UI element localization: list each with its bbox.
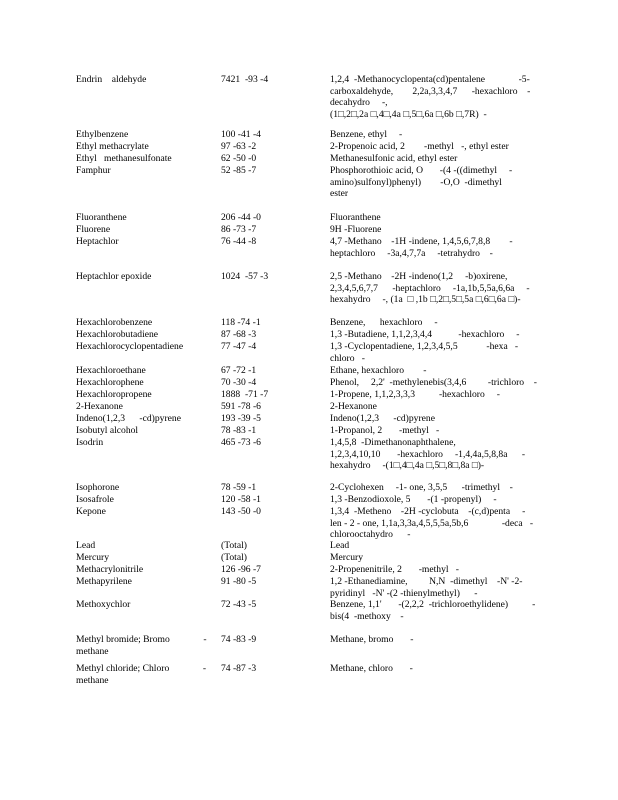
- chemical-name: [330, 212, 545, 224]
- chemical-name: [330, 437, 545, 472]
- chemical-name-line: Benzene, hexachloro -: [330, 317, 438, 328]
- chemical-name: [330, 271, 545, 306]
- substance-name: [76, 74, 216, 86]
- substance-name: [76, 540, 216, 552]
- chemical-name: [330, 564, 545, 576]
- chemical-name-line: Ethane, hexachloro -: [330, 365, 427, 376]
- chemical-name-line: 1,3,4 -Metheno -2H -cyclobuta -(c,d)penta -: [330, 506, 526, 517]
- substance-name: [76, 271, 216, 283]
- chemical-name-line: Mercury: [330, 552, 364, 563]
- substance-name-line: Hexachlorobutadiene: [76, 329, 159, 340]
- substance-name: [76, 437, 216, 449]
- substance-name-line: Fluorene: [76, 224, 111, 235]
- chemical-name-line: Benzene, 1,1' -(2,2,2 -trichloroethylidene) -: [330, 599, 536, 610]
- chemical-name-line: decahydro -,: [330, 97, 388, 109]
- chemical-name-line: 1,3 -Butadiene, 1,1,2,3,4,4 -hexachloro -: [330, 329, 520, 340]
- chemical-name: [330, 576, 545, 599]
- chemical-name-line: 2-Propenenitrile, 2 -methyl -: [330, 564, 459, 575]
- substance-name: [76, 506, 216, 518]
- chemical-name-line: hexahydro -(1□,4□,4a □,5□,8□,8a □)-: [330, 460, 485, 472]
- chemical-name-line: (1□,2□,2a □,4□,4a □,5□,6a □,6b □,7R) -: [330, 109, 487, 121]
- substance-name: [76, 663, 216, 686]
- cas-number: 591 -78 -6: [221, 401, 261, 412]
- substance-name: [76, 317, 216, 329]
- chemical-name: [330, 389, 545, 401]
- substance-name-line: Hexachloroethane: [76, 365, 146, 376]
- chemical-name-line: pyridinyl -N' -(2 -thienylmethyl) -: [330, 587, 478, 599]
- chemical-name-line: 1,3 -Cyclopentadiene, 1,2,3,4,5,5 -hexa -: [330, 341, 519, 352]
- substance-name: [76, 552, 216, 564]
- substance-name-line: 2-Hexanone: [76, 401, 123, 412]
- substance-name: [76, 413, 216, 425]
- chemical-name: [330, 129, 545, 141]
- chemical-name: [330, 663, 545, 675]
- chemical-name: [330, 377, 545, 389]
- cas-number: 86 -73 -7: [221, 224, 257, 235]
- cas-number: 100 -41 -4: [221, 129, 261, 140]
- chemical-name-line: chlorooctahydro -: [330, 529, 411, 541]
- cas-number: 78 -83 -1: [221, 425, 257, 436]
- substance-name-line: Indeno(1,2,3 -cd)pyrene: [76, 413, 181, 424]
- cas-number: 1024 -57 -3: [221, 271, 269, 282]
- chemical-name: [330, 482, 545, 494]
- substance-name-line: Ethylbenzene: [76, 129, 129, 140]
- cas-number: 206 -44 -0: [221, 212, 261, 223]
- substance-name-line: Methapyrilene: [76, 576, 132, 587]
- chemical-name-line: Lead: [330, 540, 350, 551]
- substance-name-line: Isosafrole: [76, 494, 114, 505]
- cas-number: 74 -87 -3: [221, 663, 257, 674]
- chemical-name: [330, 341, 545, 364]
- chemical-name-line: 9H -Fluorene: [330, 224, 382, 235]
- chemical-name-line: heptachloro -3a,4,7,7a -tetrahydro -: [330, 247, 493, 259]
- substance-name: [76, 212, 216, 224]
- substance-name: [76, 482, 216, 494]
- chemical-name: [330, 425, 545, 437]
- cas-number: 465 -73 -6: [221, 437, 261, 448]
- cas-number: (Total): [221, 552, 247, 563]
- chemical-name-line: 1,2,3,4,10,10 -hexachloro -1,4,4a,5,8,8a -: [330, 448, 526, 460]
- cas-number: 97 -63 -2: [221, 141, 257, 152]
- chemical-name-line: carboxaldehyde, 2,2a,3,3,4,7 -hexachloro -: [330, 85, 531, 97]
- substance-name-line: Methyl chloride; Chloro -: [76, 663, 207, 674]
- substance-name: [76, 377, 216, 389]
- chemical-name: [330, 329, 545, 341]
- cas-number: 91 -80 -5: [221, 576, 257, 587]
- chemical-name: [330, 494, 545, 506]
- cas-number: 143 -50 -0: [221, 506, 261, 517]
- chemical-name-line: chloro -: [330, 352, 365, 364]
- chemical-name: [330, 599, 545, 622]
- substance-name-line: Ethyl methacrylate: [76, 141, 149, 152]
- substance-name-line: methane: [76, 645, 109, 657]
- substance-name: [76, 141, 216, 153]
- substance-name: [76, 389, 216, 401]
- chemical-name-line: Phosphorothioic acid, O -(4 -((dimethyl -: [330, 165, 513, 176]
- substance-name: [76, 599, 216, 611]
- chemical-name-line: 2-Hexanone: [330, 401, 377, 412]
- chemical-name-line: 1,2,4 -Methanocyclopenta(cd)pentalene -5-: [330, 74, 530, 85]
- chemical-name-line: 1,3 -Benzodioxole, 5 -(1 -propenyl) -: [330, 494, 497, 505]
- substance-name-line: Heptachlor: [76, 236, 119, 247]
- chemical-name-line: 1,2 -Ethanediamine, N,N -dimethyl -N' -2-: [330, 576, 523, 587]
- substance-name-line: Mercury: [76, 552, 110, 563]
- substance-name-line: Hexachlorocyclopentadiene: [76, 341, 184, 352]
- cas-number: 87 -68 -3: [221, 329, 257, 340]
- cas-number: 74 -83 -9: [221, 634, 257, 645]
- cas-number: 70 -30 -4: [221, 377, 257, 388]
- chemical-name: [330, 165, 545, 200]
- cas-number: 52 -85 -7: [221, 165, 257, 176]
- chemical-name-line: Indeno(1,2,3 -cd)pyrene: [330, 413, 435, 424]
- substance-name-line: Endrin aldehyde: [76, 74, 147, 85]
- chemical-name: [330, 141, 545, 153]
- cas-number: 7421 -93 -4: [221, 74, 269, 85]
- chemical-name-line: Methane, chloro -: [330, 663, 413, 674]
- cas-number: 193 -39 -5: [221, 413, 261, 424]
- chemical-name-line: Methanesulfonic acid, ethyl ester: [330, 153, 458, 164]
- substance-name-line: Famphur: [76, 165, 111, 176]
- substance-name-line: Ethyl methanesulfonate: [76, 153, 172, 164]
- substance-name-line: Heptachlor epoxide: [76, 271, 152, 282]
- cas-number: 77 -47 -4: [221, 341, 257, 352]
- cas-number: 1888 -71 -7: [221, 389, 269, 400]
- substance-name: [76, 365, 216, 377]
- substance-name-line: Methoxychlor: [76, 599, 131, 610]
- cas-number: 120 -58 -1: [221, 494, 261, 505]
- chemical-name-line: bis(4 -methoxy -: [330, 610, 404, 622]
- chemical-name-line: 2-Propenoic acid, 2 -methyl -, ethyl ester: [330, 141, 509, 152]
- chemical-name: [330, 153, 545, 165]
- chemical-name: [330, 401, 545, 413]
- substance-name: [76, 329, 216, 341]
- chemical-name: [330, 236, 545, 259]
- chemical-name-line: hexahydro -, (1a □ ,1b □,2□,5□,5a □,6□,6a □)-: [330, 294, 521, 306]
- substance-name-line: Fluoranthene: [76, 212, 127, 223]
- substance-name: [76, 425, 216, 437]
- chemical-name-line: Benzene, ethyl -: [330, 129, 403, 140]
- substance-name-line: Methyl bromide; Bromo -: [76, 634, 207, 645]
- cas-number: 118 -74 -1: [221, 317, 261, 328]
- chemical-name: [330, 74, 545, 121]
- substance-name: [76, 341, 216, 353]
- chemical-name: [330, 413, 545, 425]
- chemical-name-line: ester: [330, 188, 349, 200]
- substance-name-line: Isophorone: [76, 482, 120, 493]
- substance-name: [76, 494, 216, 506]
- substance-name-line: Isodrin: [76, 437, 104, 448]
- substance-name: [76, 224, 216, 236]
- chemical-name-line: Methane, bromo -: [330, 634, 414, 645]
- substance-name-line: Hexachloropropene: [76, 389, 152, 400]
- chemical-name: [330, 224, 545, 236]
- cas-number: 62 -50 -0: [221, 153, 257, 164]
- substance-name-line: Hexachlorobenzene: [76, 317, 153, 328]
- cas-number: (Total): [221, 540, 247, 551]
- chemical-name-line: 2-Cyclohexen -1- one, 3,5,5 -trimethyl -: [330, 482, 513, 493]
- chemical-name-line: 2,5 -Methano -2H -indeno(1,2 -b)oxirene,: [330, 271, 508, 282]
- substance-name: [76, 576, 216, 588]
- substance-name-line: Lead: [76, 540, 96, 551]
- chemical-name-line: Fluoranthene: [330, 212, 381, 223]
- chemical-name-line: amino)sulfonyl)phenyl) -O,O -dimethyl: [330, 176, 502, 188]
- substance-name-line: Methacrylonitrile: [76, 564, 144, 575]
- chemical-name-line: 1-Propanol, 2 -methyl -: [330, 425, 440, 436]
- chemical-name-line: 1,4,5,8 -Dimethanonaphthalene,: [330, 437, 456, 448]
- cas-number: 76 -44 -8: [221, 236, 257, 247]
- chemical-name: [330, 365, 545, 377]
- chemical-name-line: 1-Propene, 1,1,2,3,3,3 -hexachloro -: [330, 389, 500, 400]
- cas-number: 72 -43 -5: [221, 599, 257, 610]
- cas-number: 78 -59 -1: [221, 482, 257, 493]
- chemical-name: [330, 634, 545, 646]
- substance-name: [76, 564, 216, 576]
- cas-number: 67 -72 -1: [221, 365, 257, 376]
- substance-name: [76, 129, 216, 141]
- substance-name: [76, 401, 216, 413]
- substance-name-line: Hexachlorophene: [76, 377, 144, 388]
- chemical-name-line: 2,3,4,5,6,7,7 -heptachloro -1a,1b,5,5a,6,6a -: [330, 282, 530, 294]
- substance-name: [76, 634, 216, 657]
- chemical-name: [330, 540, 545, 552]
- substance-name-line: methane: [76, 674, 109, 686]
- substance-name-line: Isobutyl alcohol: [76, 425, 139, 436]
- substance-name-line: Kepone: [76, 506, 106, 517]
- cas-number: 126 -96 -7: [221, 564, 261, 575]
- chemical-name-line: 4,7 -Methano -1H -indene, 1,4,5,6,7,8,8 -: [330, 236, 513, 247]
- chemical-name: [330, 506, 545, 541]
- substance-name: [76, 153, 216, 165]
- substance-name: [76, 236, 216, 248]
- chemical-name: [330, 317, 545, 329]
- chemical-name-line: Phenol, 2,2' -methylenebis(3,4,6 -trichloro -: [330, 377, 537, 388]
- chemical-name-line: len - 2 - one, 1,1a,3,3a,4,5,5,5a,5b,6 -deca -: [330, 517, 534, 529]
- chemical-name: [330, 552, 545, 564]
- substance-name: [76, 165, 216, 177]
